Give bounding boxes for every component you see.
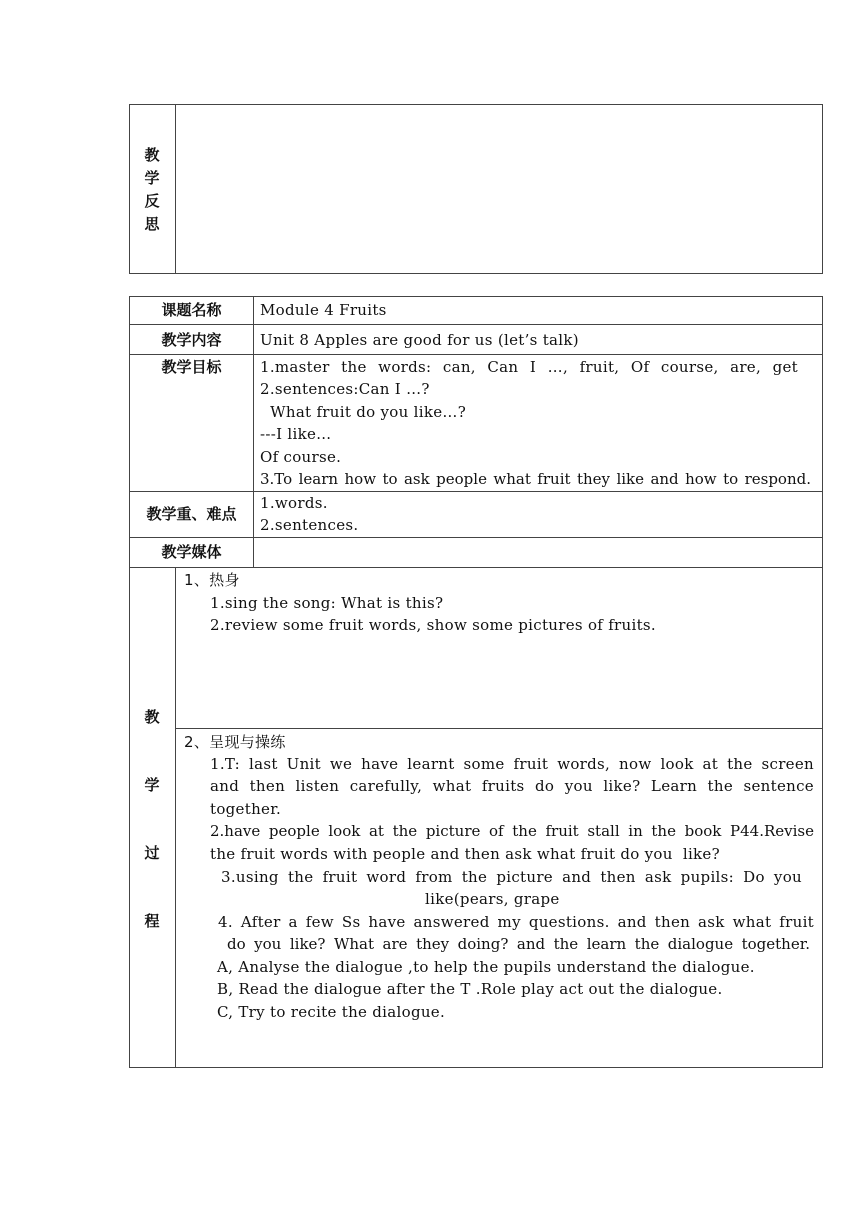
reflection-table [129, 104, 823, 274]
content-label: 教学内容 [161, 331, 222, 349]
presentation-line: 1.T: last Unit we have learnt some fruit words, now look at the screen [210, 755, 814, 773]
process-char: 程 [144, 912, 160, 930]
objectives-label: 教学目标 [161, 358, 222, 376]
key-point-line: 2.sentences. [260, 516, 359, 534]
topic-value: Module 4 Fruits [260, 301, 387, 319]
process-char: 过 [144, 844, 160, 862]
process-divider [175, 567, 176, 1068]
presentation-line: together. [210, 800, 282, 818]
presentation-line: 4. After a few Ss have answered my questions. and then ask what fruit [218, 913, 814, 931]
objective-line: ---I like… [260, 425, 332, 443]
objective-line: 3.To learn how to ask people what fruit they like and how to respond. [260, 470, 811, 488]
section-line [175, 728, 823, 729]
warmup-line: 1.sing the song: What is this? [210, 594, 444, 612]
process-char: 教 [144, 708, 160, 726]
content-value: Unit 8 Apples are good for us (let’s talk) [260, 331, 579, 349]
warmup-title: 1、热身 [184, 571, 240, 589]
reflection-divider [175, 104, 176, 274]
row-line [129, 324, 823, 325]
row-line [129, 491, 823, 492]
reflection-char: 反 [144, 192, 160, 210]
presentation-line: and then listen carefully, what fruits do you like? Learn the sentence [210, 777, 814, 795]
label-divider [253, 296, 254, 568]
reflection-char: 教 [144, 146, 160, 164]
presentation-line: do you like? What are they doing? and the learn the dialogue together. [227, 935, 810, 953]
row-line [129, 354, 823, 355]
objective-line: 2.sentences:Can I …? [260, 380, 430, 398]
presentation-line: like(pears, grape [425, 890, 560, 908]
process-char: 学 [144, 776, 160, 794]
presentation-line: B, Read the dialogue after the T .Role play act out the dialogue. [217, 980, 723, 998]
presentation-line: C, Try to recite the dialogue. [217, 1003, 446, 1021]
objective-line: What fruit do you like…? [260, 403, 467, 421]
presentation-title: 2、呈现与操练 [184, 733, 286, 751]
warmup-line: 2.review some fruit words, show some pictures of fruits. [210, 616, 656, 634]
key-points-label: 教学重、难点 [146, 505, 237, 523]
key-point-line: 1.words. [260, 494, 328, 512]
reflection-char: 学 [144, 169, 160, 187]
media-label: 教学媒体 [161, 543, 222, 561]
row-line [129, 537, 823, 538]
presentation-line: the fruit words with people and then ask what fruit do you like? [210, 845, 720, 863]
row-line [129, 567, 823, 568]
reflection-char: 思 [144, 215, 160, 233]
process-label [140, 706, 164, 932]
objective-line: Of course. [260, 448, 342, 466]
reflection-label [140, 144, 164, 236]
objective-line: 1.master the words: can, Can I …, fruit, Of course, are, get [260, 358, 798, 376]
presentation-line: A, Analyse the dialogue ,to help the pupils understand the dialogue. [217, 958, 755, 976]
presentation-line: 3.using the fruit word from the picture and then ask pupils: Do you [221, 868, 802, 886]
topic-label: 课题名称 [161, 301, 222, 319]
presentation-line: 2.have people look at the picture of the fruit stall in the book P44.Revise [210, 822, 814, 840]
